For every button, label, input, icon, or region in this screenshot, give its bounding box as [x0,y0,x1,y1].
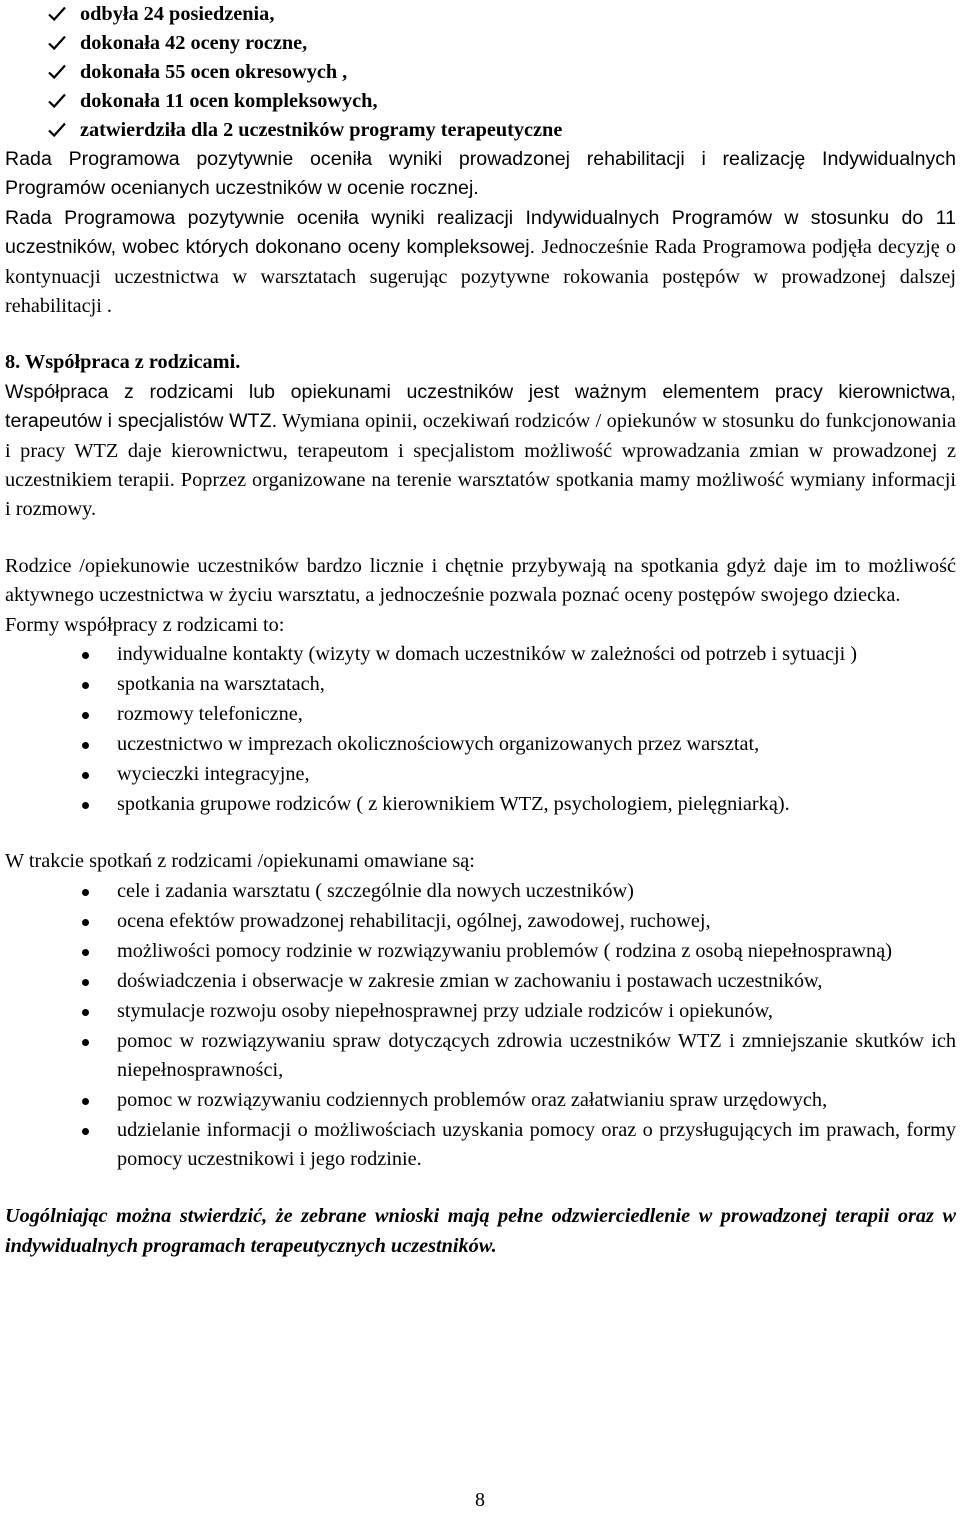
list-item-text: rozmowy telefoniczne, [117,703,303,726]
bullet-dot-icon [82,1098,89,1105]
checkmark-icon [48,29,72,51]
meetings-intro: W trakcie spotkań z rodzicami /opiekunami omawiane są: [5,850,475,873]
list-item-text: spotkania na warsztatach, [117,673,325,696]
list-item [5,997,956,1026]
bullet-dot-icon [82,1039,89,1046]
section-heading: 8. Współpraca z rodzicami. [5,351,241,374]
bullet-dot-icon [82,652,89,659]
list-item [5,760,956,789]
list-item-text: uczestnictwo w imprezach okolicznościowych organizowanych przez warsztat, [117,733,760,756]
checkmark-icon [48,0,72,22]
bullet-dot-icon [82,772,89,779]
list-item-text: zatwierdziła dla 2 uczestników programy terapeutyczne [80,119,563,141]
list-item-text: spotkania grupowe rodziców ( z kierownikiem WTZ, psychologiem, pielęgniarką). [117,793,790,816]
paragraph-text: Wymiana opinii, oczekiwań rodziców / opiekunów w stosunku do funkcjonowania i pracy WTZ daje kierownictwu, terapeutom i specjalistom możliwość wprowadzania zmian w prowadzonej z uczestnikiem terapii. Poprzez organizowane na terenie warsztatów spotkania mamy możliwość wymiany informacji i rozmowy. [5,410,956,521]
bullet-dot-icon [82,712,89,719]
council-activities-list [5,0,956,145]
bullet-dot-icon [82,682,89,689]
paragraph-text: Rada Programowa pozytywnie oceniła wyniki realizacji Indywidualnych Programów w stosunku do 11 uczestników, wobec których dokonano oceny kompleksowej. [5,206,956,259]
list-item-text: odbyła 24 posiedzenia, [80,3,275,25]
list-item [5,937,956,966]
list-item [5,907,956,936]
page-number: 8 [475,1489,485,1511]
list-item-text: wycieczki integracyjne, [117,763,310,786]
forms-of-cooperation-list [5,640,956,819]
list-item-text: pomoc w rozwiązywaniu spraw dotyczących zdrowia uczestników WTZ i zmniejszanie skutków ich niepełnosprawności, [117,1029,956,1081]
bullet-dot-icon [82,1009,89,1016]
paragraph-parent-cooperation [5,378,956,525]
paragraph-parents-attendance: Rodzice /opiekunowie uczestników bardzo licznie i chętnie przybywają na spotkania gdyż daje im to możliwość aktywnego uczestnictwa w życiu warsztatu, a jednocześnie pozwala poznać oceny postępów swojego dziecka. [5,554,956,607]
checkmark-icon [48,58,72,80]
paragraph-text: Jednocześnie Rada Programowa podjęła decyzję o kontynuacji uczestnictwa w warsztatach sugerując pozytywne rokowania postępów w prowadzonej dalszej rehabilitacji . [5,236,956,318]
document-page [5,0,956,1261]
list-item-text: dokonała 55 ocen okresowych , [80,61,348,83]
list-item-text: dokonała 11 ocen kompleksowych, [80,90,378,112]
list-item [5,0,956,29]
list-item [5,87,956,116]
bullet-dot-icon [82,742,89,749]
list-item [5,116,956,145]
list-item [5,640,956,669]
checkmark-icon [48,87,72,109]
forms-intro: Formy współpracy z rodzicami to: [5,613,285,636]
list-item [5,29,956,58]
list-item-text: pomoc w rozwiązywaniu codziennych problemów oraz załatwianiu spraw urzędowych, [117,1088,828,1111]
list-item-text: stymulacje rozwoju osoby niepełnosprawnej przy udziale rodziców i opiekunów, [117,999,773,1022]
checkmark-icon [48,116,72,138]
list-item [5,1027,956,1086]
spacer [5,525,956,552]
list-item-text: cele i zadania warsztatu ( szczególnie dla nowych uczestników) [117,879,634,902]
paragraph-text: Współpraca z rodzicami lub opiekunami uczestników jest ważnym elementem pracy kierownictwa, terapeutów i specjalistów WTZ. [5,380,956,433]
list-item-text: możliwości pomocy rodzinie w rozwiązywaniu problemów ( rodzina z osobą niepełnosprawną) [117,939,892,962]
list-item-text: ocena efektów prowadzonej rehabilitacji, ogólnej, zawodowej, ruchowej, [117,909,711,932]
list-item [5,877,956,906]
spacer [5,820,956,847]
spacer [5,1175,956,1202]
list-item [5,1086,956,1115]
spacer [5,321,956,348]
list-item-text: doświadczenia i obserwacje w zakresie zmian w zachowaniu i postawach uczestników, [117,969,823,992]
list-item [5,700,956,729]
bullet-dot-icon [82,919,89,926]
bullet-dot-icon [82,1128,89,1135]
list-item [5,730,956,759]
list-item [5,967,956,996]
paragraph-comprehensive-evaluation [5,204,956,322]
list-item [5,790,956,819]
list-item [5,58,956,87]
conclusion-paragraph: Uogólniając można stwierdzić, że zebrane wnioski mają pełne odzwierciedlenie w prowadzonej terapii oraz w indywidualnych programach terapeutycznych uczestników. [5,1205,956,1257]
bullet-dot-icon [82,979,89,986]
list-item-text: dokonała 42 oceny roczne, [80,32,308,54]
list-item [5,1116,956,1175]
list-item-text: udzielanie informacji o możliwościach uzyskania pomocy oraz o przysługujących im prawach, formy pomocy uczestnikowi i jego rodzinie. [117,1118,956,1171]
bullet-dot-icon [82,949,89,956]
list-item-text: indywidualne kontakty (wizyty w domach uczestników w zależności od potrzeb i sytuacji ) [117,643,858,666]
list-item [5,670,956,699]
bullet-dot-icon [82,802,89,809]
bullet-dot-icon [82,889,89,896]
paragraph-annual-evaluation: Rada Programowa pozytywnie oceniła wyniki prowadzonej rehabilitacji i realizację Indywidualnych Programów ocenianych uczestników w ocenie rocznej. [5,148,956,200]
meeting-topics-list [5,877,956,1175]
